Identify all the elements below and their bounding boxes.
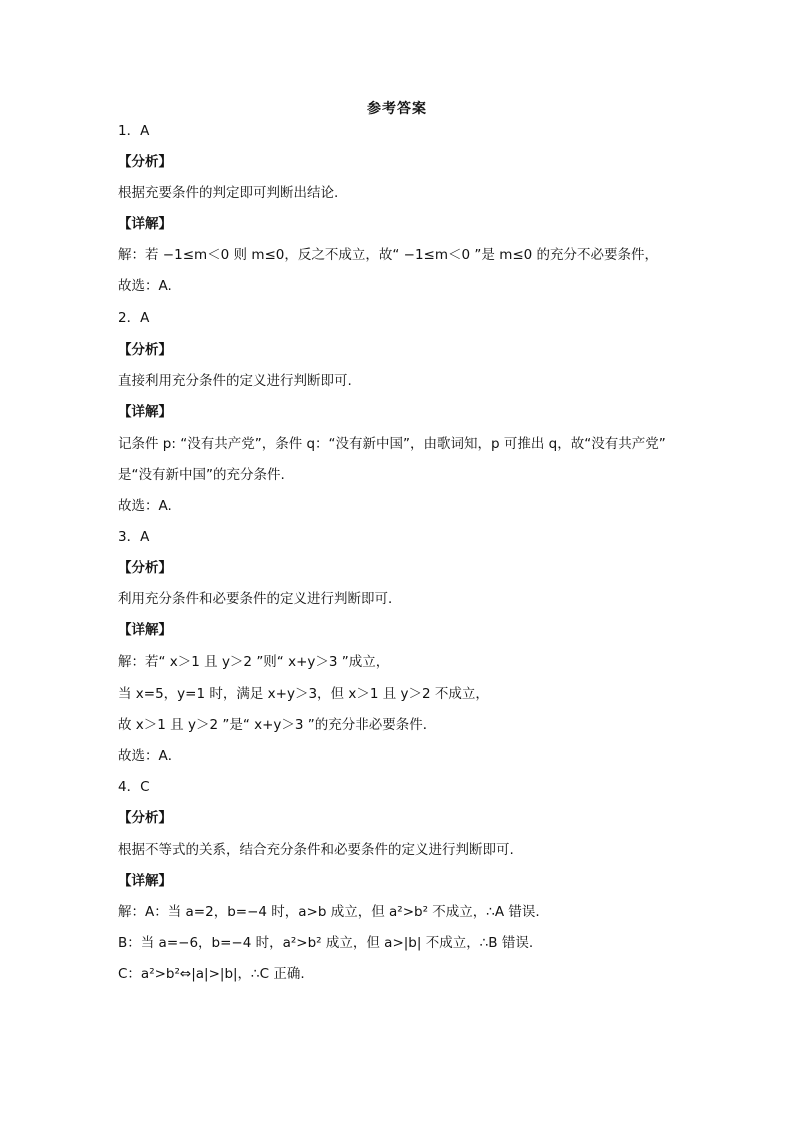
analysis-heading: 【分析】: [118, 810, 172, 826]
detail-text: 当 x=5，y=1 时，满足 x+y＞3，但 x＞1 且 y＞2 不成立，: [118, 686, 489, 702]
analysis-text: 直接利用充分条件的定义进行判断即可.: [118, 373, 352, 389]
detail-text: C：a²>b²⇔|a|>|b|，∴C 正确.: [118, 966, 305, 982]
detail-heading: 【详解】: [118, 622, 172, 638]
analysis-text: 利用充分条件和必要条件的定义进行判断即可．: [118, 591, 402, 607]
answer-1-number: 1．A: [118, 123, 150, 139]
analysis-heading: 【分析】: [118, 154, 172, 170]
analysis-text: 根据充要条件的判定即可判断出结论.: [118, 185, 339, 201]
detail-text: 解：若“ x＞1 且 y＞2 ”则“ x+y＞3 ”成立，: [118, 654, 390, 670]
detail-heading: 【详解】: [118, 873, 172, 889]
page-title: 参考答案: [367, 101, 427, 117]
detail-text: 解：A：当 a=2，b=−4 时，a>b 成立，但 a²>b² 不成立，∴A 错误.: [118, 904, 540, 920]
answer-2-number: 2．A: [118, 310, 150, 326]
analysis-text: 根据不等式的关系，结合充分条件和必要条件的定义进行判断即可.: [118, 842, 514, 858]
detail-text: 解：若 −1≤m＜0 则 m≤0，反之不成立，故“ −1≤m＜0 ”是 m≤0 的充分不必要条件，: [118, 247, 659, 263]
conclusion-text: 故选：A.: [118, 498, 172, 514]
analysis-heading: 【分析】: [118, 560, 172, 576]
detail-text: 是“没有新中国”的充分条件.: [118, 467, 285, 483]
conclusion-text: 故选：A.: [118, 278, 172, 294]
detail-text: 故 x＞1 且 y＞2 ”是“ x+y＞3 ”的充分非必要条件．: [118, 717, 437, 733]
detail-heading: 【详解】: [118, 404, 172, 420]
conclusion-text: 故选：A．: [118, 748, 182, 764]
answer-4-number: 4．C: [118, 779, 150, 795]
analysis-heading: 【分析】: [118, 342, 172, 358]
detail-text: B：当 a=−6，b=−4 时，a²>b² 成立，但 a>|b| 不成立，∴B 错误.: [118, 935, 534, 951]
detail-heading: 【详解】: [118, 216, 172, 232]
detail-text: 记条件 p: “没有共产党”，条件 q：“没有新中国”，由歌词知，p 可推出 q，故“没有共产党”: [118, 436, 666, 452]
answer-3-number: 3．A: [118, 529, 150, 545]
